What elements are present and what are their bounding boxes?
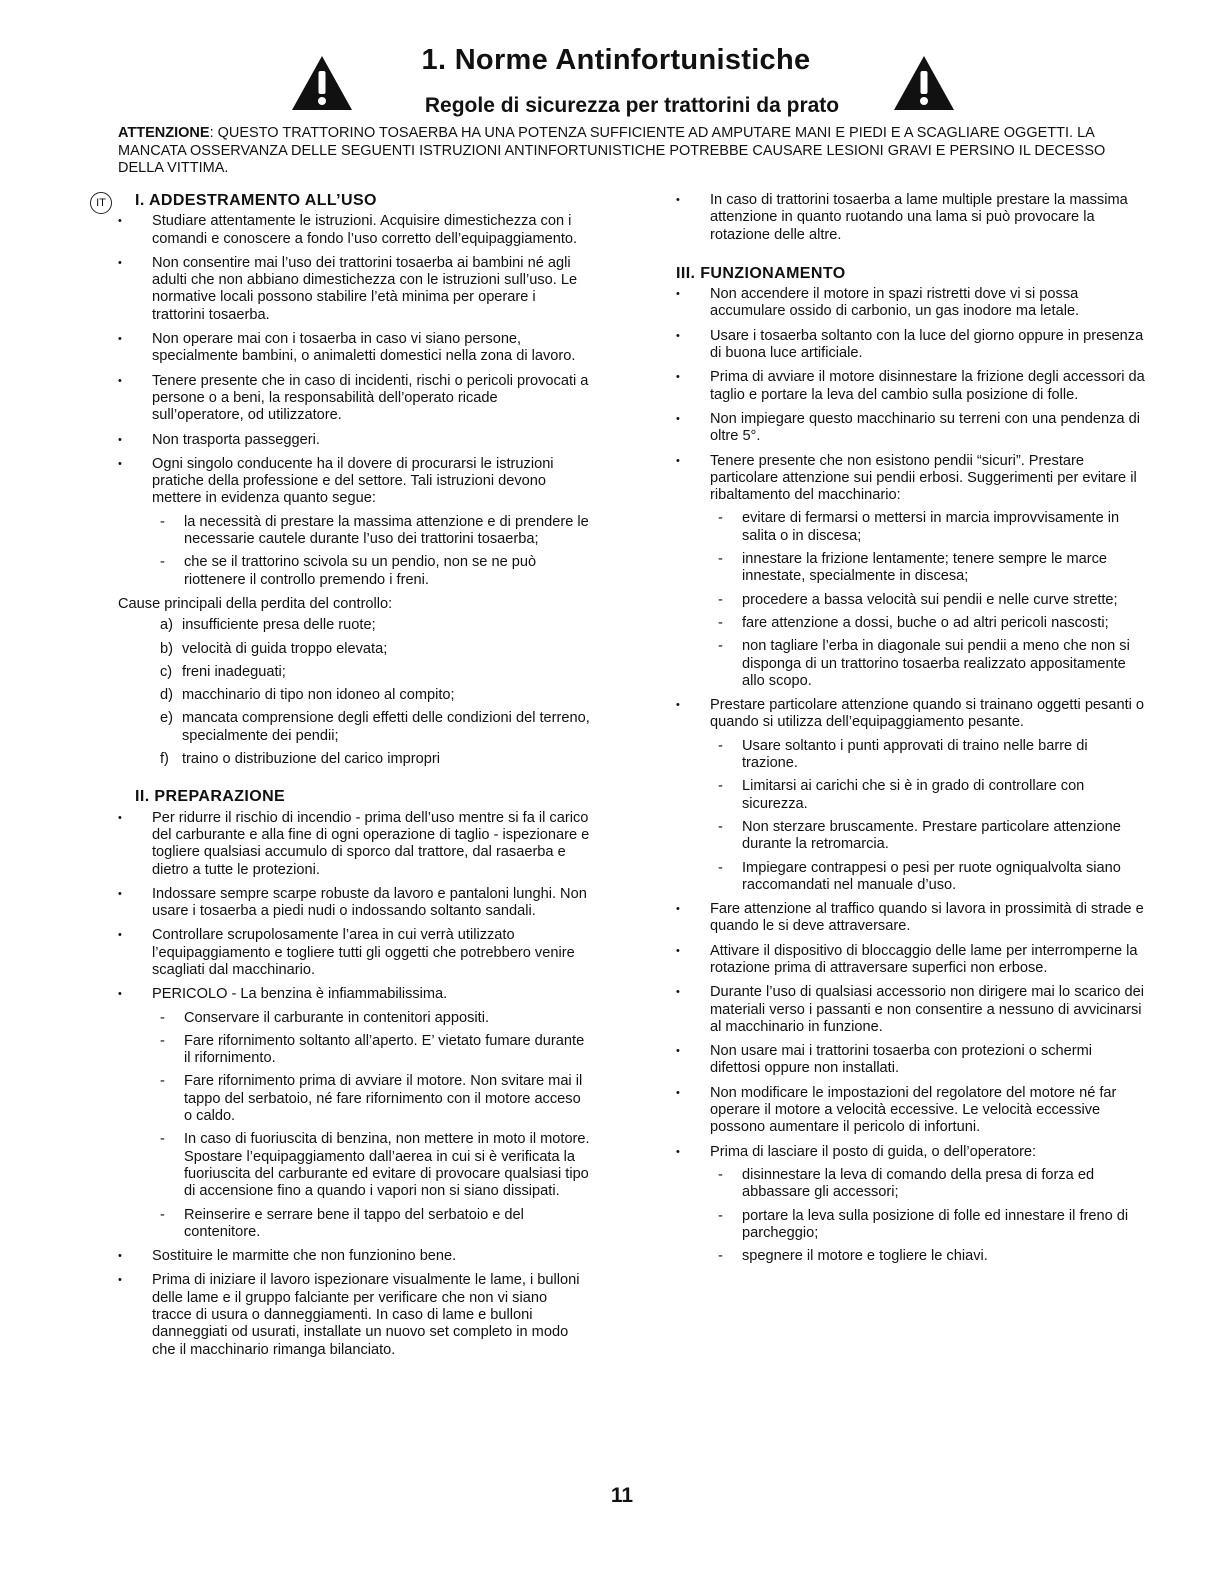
- warning-label: ATTENZIONE: [118, 125, 210, 141]
- sub-list-item: - Reinserire e serrare bene il tappo del serbatoio e del contenitore.: [152, 1207, 590, 1242]
- item-marker: e): [160, 710, 173, 727]
- sub-list: [152, 1010, 590, 1242]
- list-item: • Prima di iniziare il lavoro ispezionare visualmente le lame, i bulloni delle lame e il gruppo falciante per verificare che non vi siano tracce di usura o danneggiamenti. In caso di lame e bulloni danneggiati od usurati, installate un nuovo set completo in modo che il macchinario rimanga bilanciato.: [118, 1272, 590, 1358]
- item-marker: b): [160, 640, 173, 657]
- sub-list-item: - spegnere il motore e togliere le chiavi.: [710, 1248, 1146, 1265]
- sub-list-item: - innestare la frizione lentamente; tenere sempre le marce innestate, specialmente in discesa;: [710, 551, 1146, 586]
- list-item: • Sostituire le marmitte che non funzionino bene.: [118, 1248, 590, 1265]
- section-heading-preparation: II. PREPARAZIONE: [135, 788, 286, 806]
- list-item: • Non usare mai i trattorini tosaerba con protezioni o schermi difettosi oppure non installati.: [676, 1043, 1146, 1078]
- list-item: • Controllare scrupolosamente l’area in cui verrà utilizzato l’equipaggiamento e togliere tutti gli oggetti che potrebbero venire scagliati dal macchinario.: [118, 927, 590, 979]
- sub-list-item: - che se il trattorino scivola su un pendio, non se ne può riottenere il controllo premendo i freni.: [152, 554, 590, 589]
- list-item: [676, 697, 1146, 894]
- sub-list: [710, 738, 1146, 894]
- item-marker: d): [160, 687, 173, 704]
- list-item: • Prima di avviare il motore disinnestare la frizione degli accessori da taglio e portare la leva del cambio sulla posizione di folle.: [676, 369, 1146, 404]
- list-item: • Indossare sempre scarpe robuste da lavoro e pantaloni lunghi. Non usare i tosaerba a piedi nudi o indossando soltanto sandali.: [118, 886, 590, 921]
- sub-list-item: - Limitarsi ai carichi che si è in grado di controllare con sicurezza.: [710, 778, 1146, 813]
- list-item: • Non operare mai con i tosaerba in caso vi siano persone, specialmente bambini, o animaletti domestici nella zona di lavoro.: [118, 331, 590, 366]
- warning-body: : QUESTO TRATTORINO TOSAERBA HA UNA POTENZA SUFFICIENTE AD AMPUTARE MANI E PIEDI E A SCAGLIARE OGGETTI. LA MANCATA OSSERVANZA DELLE SEGUENTI ISTRUZIONI ANTINFORTUNISTICHE POTREBBE CAUSARE LESIONI GRAVI E PERSINO IL DECESSO DELLA VITTIMA.: [118, 125, 1106, 176]
- list-item-text: Ogni singolo conducente ha il dovere di procurarsi le istruzioni pratiche della professione e del settore. Tali istruzioni devono mettere in evidenza quanto segue:: [152, 455, 554, 507]
- list-item: • Usare i tosaerba soltanto con la luce del giorno oppure in presenza di buona luce artificiale.: [676, 328, 1146, 363]
- sub-list-item: - In caso di fuoriuscita di benzina, non mettere in moto il motore. Spostare l’equipaggiamento dall’aerea in cui si è verificata la fuoriuscita del carburante ed evitare di provocare qualsiasi tipo di accensione fino a quando i vapori non si siano dissipati.: [152, 1131, 590, 1200]
- list-item: [146, 664, 590, 681]
- list-item-text: Prestare particolare attenzione quando si trainano oggetti pesanti o quando si utilizza dell’equipaggiamento pesante.: [710, 697, 1145, 731]
- sub-list-item: - evitare di fermarsi o mettersi in marcia improvvisamente in salita o in discesa;: [710, 510, 1146, 545]
- list-item: • Tenere presente che in caso di incidenti, rischi o pericoli provocati a persone o a beni, la responsabilità dell’operato ricade sull’operatore, od utilizzatore.: [118, 373, 590, 425]
- causes-list: [118, 617, 590, 768]
- list-item: [146, 641, 590, 658]
- section-heading-training: I. ADDESTRAMENTO ALL’USO: [135, 192, 377, 209]
- sub-list-item: - Impiegare contrappesi o pesi per ruote ogniqualvolta siano raccomandati nel manuale d’uso.: [710, 860, 1146, 895]
- section-heading-operation: III. FUNZIONAMENTO: [676, 264, 846, 282]
- list-item: • Non consentire mai l’uso dei trattorini tosaerba ai bambini né agli adulti che non abbiano dimestichezza con le istruzioni sull’uso. Le normative locali possono stabilire l’età minima per operare i trattorini tosaerba.: [118, 255, 590, 324]
- preparation-list-continued: [676, 192, 1146, 244]
- sub-list-item: - procedere a bassa velocità sui pendii e nelle curve strette;: [710, 592, 1146, 609]
- list-item: • Studiare attentamente le istruzioni. Acquisire dimestichezza con i comandi e conoscere a fondo l’uso corretto dell’equipaggiamento.: [118, 213, 590, 248]
- sub-list-item: - fare attenzione a dossi, buche o ad altri pericoli nascosti;: [710, 615, 1146, 632]
- page-header: [0, 40, 1224, 120]
- sub-list-item: - portare la leva sulla posizione di folle ed innestare il freno di parcheggio;: [710, 1208, 1146, 1243]
- list-item: [146, 617, 590, 634]
- page-subtitle: Regole di sicurezza per trattorini da prato: [424, 94, 840, 117]
- right-column: [676, 192, 1146, 1272]
- list-item: • Non impiegare questo macchinario su terreni con una pendenza di oltre 5°.: [676, 411, 1146, 446]
- item-marker: a): [160, 617, 173, 634]
- list-item: • Non trasporta passeggeri.: [118, 432, 590, 449]
- list-item: [118, 986, 590, 1241]
- list-item: [118, 456, 590, 589]
- item-text: traino o distribuzione del carico impropri: [182, 751, 440, 768]
- sub-list: [152, 514, 590, 589]
- sub-list-item: - Fare rifornimento prima di avviare il motore. Non svitare mai il tappo del serbatoio, né fare rifornimento con il motore acceso o caldo.: [152, 1073, 590, 1125]
- item-text: freni inadeguati;: [182, 663, 286, 680]
- list-item: [146, 710, 590, 745]
- list-item: [146, 751, 590, 768]
- list-item: • In caso di trattorini tosaerba a lame multiple prestare la massima attenzione in quanto ruotando una lama si può provocare la rotazione delle altre.: [676, 192, 1146, 244]
- list-item: • Non accendere il motore in spazi ristretti dove vi si possa accumulare ossido di carbonio, un gas inodore ma letale.: [676, 286, 1146, 321]
- sub-list: [710, 510, 1146, 690]
- training-list: [118, 213, 590, 589]
- sub-list-item: - Fare rifornimento soltanto all’aperto. E’ vietato fumare durante il rifornimento.: [152, 1033, 590, 1068]
- left-column: [118, 192, 590, 1366]
- sub-list-item: - la necessità di prestare la massima attenzione e di prendere le necessarie cautele durante l’uso dei trattorini tosaerba;: [152, 514, 590, 549]
- list-item: [676, 1144, 1146, 1266]
- list-item: [676, 453, 1146, 691]
- list-item: • Attivare il dispositivo di bloccaggio delle lame per interromperne la rotazione prima di attraversare superfici non erbose.: [676, 943, 1146, 978]
- list-item: • Durante l’uso di qualsiasi accessorio non dirigere mai lo scarico dei materiali verso i passanti e non consentire a nessuno di avvicinarsi al macchinario in funzione.: [676, 984, 1146, 1036]
- page-title: 1. Norme Antinfortunistiche: [421, 44, 811, 76]
- item-marker: f): [160, 751, 169, 768]
- sub-list-item: - Non sterzare bruscamente. Prestare particolare attenzione durante la retromarcia.: [710, 819, 1146, 854]
- preparation-list: [118, 810, 590, 1359]
- sub-list-item: - non tagliare l’erba in diagonale sui pendii a meno che non si disponga di un trattorino tosaerba realizzato appositamente allo scopo.: [710, 638, 1146, 690]
- operation-list: [676, 286, 1146, 1265]
- safety-warning: [118, 125, 1126, 178]
- list-item-text: Tenere presente che non esistono pendii “sicuri”. Prestare particolare attenzione sui pendii erbosi. Suggerimenti per evitare il ribaltamento del macchinario:: [710, 452, 1137, 504]
- language-badge: IT: [90, 192, 112, 214]
- sub-list-item: - Conservare il carburante in contenitori appositi.: [152, 1010, 590, 1027]
- list-item: • Fare attenzione al traffico quando si lavora in prossimità di strade e quando le si deve attraversare.: [676, 901, 1146, 936]
- item-text: insufficiente presa delle ruote;: [182, 617, 376, 634]
- page-number: 11: [610, 1484, 634, 1507]
- sub-list: [710, 1167, 1146, 1265]
- list-item: • Per ridurre il rischio di incendio - prima dell’uso mentre si fa il carico del carburante e alla fine di ogni operazione di taglio - ispezionare e togliere qualsiasi accumulo di sporco dal trattore, dal rasaerba e dietro a tutte le protezioni.: [118, 810, 590, 879]
- causes-intro: Cause principali della perdita del controllo:: [118, 595, 393, 612]
- item-text: mancata comprensione degli effetti delle condizioni del terreno, specialmente dei pendii;: [182, 710, 590, 744]
- list-item: • Non modificare le impostazioni del regolatore del motore né far operare il motore a velocità eccessive. Le velocità eccessive possono aumentare il pericolo di infortuni.: [676, 1085, 1146, 1137]
- list-item-text: PERICOLO - La benzina è infiammabilissima.: [152, 986, 448, 1003]
- item-text: velocità di guida troppo elevata;: [182, 640, 388, 657]
- item-marker: c): [160, 663, 173, 680]
- sub-list-item: - Usare soltanto i punti approvati di traino nelle barre di trazione.: [710, 738, 1146, 773]
- item-text: macchinario di tipo non idoneo al compito;: [182, 687, 455, 704]
- list-item-text: Prima di lasciare il posto di guida, o dell’operatore:: [710, 1143, 1037, 1160]
- list-item: [146, 687, 590, 704]
- sub-list-item: - disinnestare la leva di comando della presa di forza ed abbassare gli accessori;: [710, 1167, 1146, 1202]
- warning-triangle-icon: [892, 54, 956, 112]
